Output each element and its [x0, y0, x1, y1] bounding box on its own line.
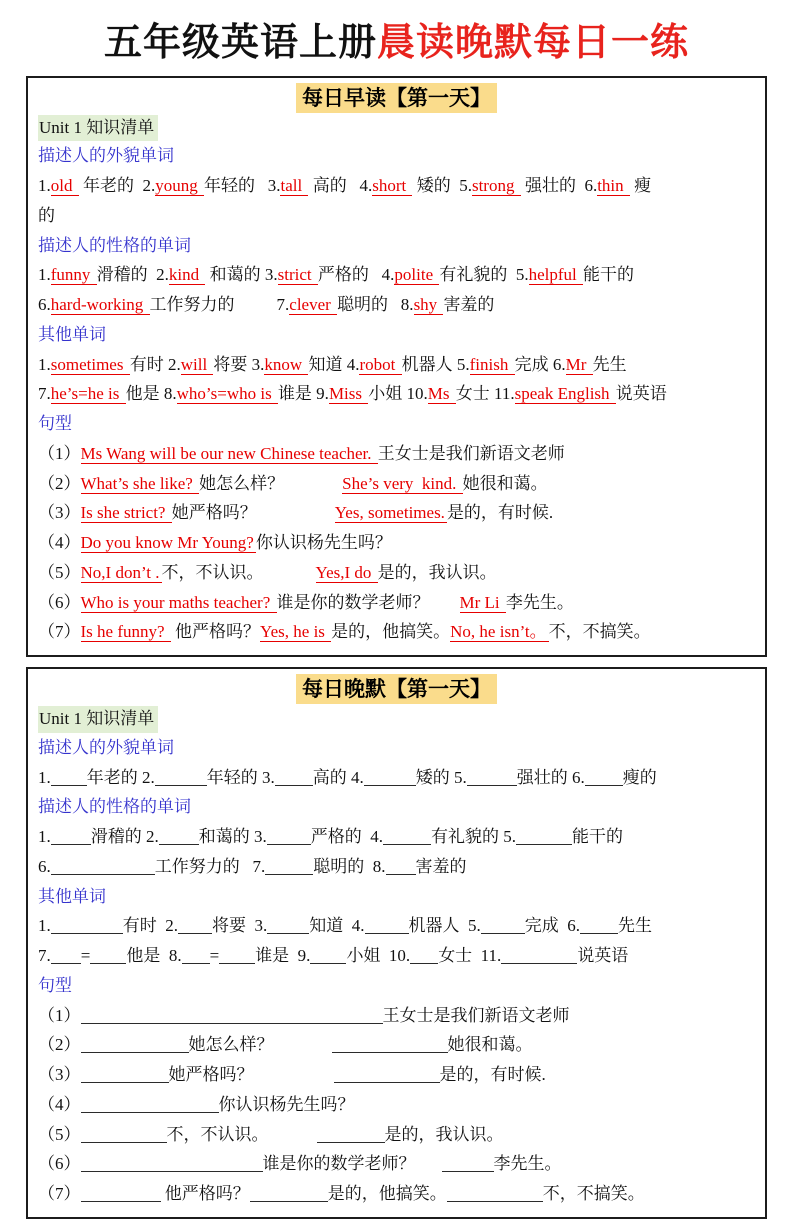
blank-line — [364, 768, 416, 786]
text-run: 滑稽的 2. — [90, 827, 159, 847]
text-run: 谁是你的数学老师？ — [262, 1154, 416, 1174]
answer-text: Ms — [427, 384, 454, 404]
answer-text: he’s=he is — [50, 384, 124, 404]
text-line — [38, 1001, 755, 1031]
blank-line — [219, 946, 255, 964]
text-line — [38, 1060, 755, 1090]
answer-text: thin — [597, 176, 628, 196]
text-run: 7. — [38, 946, 51, 966]
text-run: 谁是 9. — [277, 384, 329, 404]
blank-line — [90, 946, 126, 964]
text-run: 是的，他搞笑。 — [327, 1184, 447, 1204]
text-line — [38, 1149, 755, 1179]
section-heading: 描述人的性格的单词 — [38, 235, 191, 255]
text-run: （7） — [38, 1184, 81, 1204]
text-run: 完成 6. — [524, 916, 580, 936]
blank-line — [501, 946, 577, 964]
answer-text: strict — [277, 265, 316, 285]
text-run: 高的 4. — [312, 767, 364, 787]
text-run: 有时 2. — [122, 916, 178, 936]
section-heading: 句型 — [38, 975, 72, 995]
text-run: （7） — [38, 622, 81, 642]
section-heading: 描述人的性格的单词 — [38, 797, 191, 817]
text-run: 她怎么样？ — [199, 473, 285, 493]
text-run: （1） — [38, 1005, 81, 1025]
unit-label-row — [38, 115, 755, 141]
blank-line — [81, 1065, 169, 1083]
text-line — [38, 1120, 755, 1150]
answer-text: Do you know Mr Young? — [80, 533, 254, 553]
unit-label: Unit 1 知识清单 — [38, 706, 158, 732]
answer-text: What’s she like? — [80, 473, 198, 493]
answer-text: She’s very kind. — [342, 473, 461, 493]
text-run: 他是 8. — [125, 384, 177, 404]
answer-text: Mr Li — [459, 592, 504, 612]
text-line — [38, 822, 755, 852]
text-run: 说英语 — [577, 946, 629, 966]
text-run: 高的 4. — [308, 176, 373, 196]
spacer — [416, 1168, 442, 1169]
answer-text: hard-working — [50, 295, 148, 315]
answer-text: Is he funny? — [80, 622, 169, 642]
text-run: 他严格吗？ — [170, 622, 261, 642]
box-content — [38, 733, 755, 1209]
text-run: 瘦 — [629, 176, 652, 196]
text-run: 严格的 4. — [310, 827, 383, 847]
text-run: 害羞的 — [443, 295, 495, 315]
text-run: 谁是你的数学老师？ — [276, 592, 430, 612]
text-line — [38, 1090, 755, 1120]
answer-text: robot — [359, 354, 400, 374]
text-run: 小姐 10. — [346, 946, 411, 966]
text-run: 她严格吗？ — [171, 503, 257, 523]
text-run: 和蔼的 3. — [205, 265, 278, 285]
answer-text: who’s=who is — [176, 384, 276, 404]
text-run: 是的，我认识。 — [377, 562, 497, 582]
text-run: 完成 6. — [514, 354, 566, 374]
blank-line — [182, 946, 210, 964]
text-run: 严格的 4. — [317, 265, 395, 285]
blank-line — [442, 1154, 494, 1172]
morning-reading-header: 每日早读【第一天】 — [296, 83, 497, 113]
text-run: 李先生。 — [505, 592, 574, 612]
spacer — [235, 309, 277, 310]
text-run: 他严格吗？ — [160, 1184, 250, 1204]
text-line — [38, 498, 755, 528]
text-run: 王女士是我们新语文老师 — [377, 443, 565, 463]
text-run: 强壮的 6. — [516, 767, 585, 787]
spacer — [257, 517, 335, 518]
blank-line — [275, 768, 313, 786]
spacer — [254, 1079, 334, 1080]
text-run: （2） — [38, 1035, 81, 1055]
text-run: 机器人 5. — [401, 354, 470, 374]
blank-line — [81, 1154, 263, 1172]
page-title — [0, 22, 793, 66]
text-run: 年轻的 3. — [203, 176, 281, 196]
answer-text: Miss — [328, 384, 367, 404]
blank-line — [178, 916, 212, 934]
text-run: （2） — [38, 473, 81, 493]
answer-text: No,I don’t . — [80, 562, 160, 582]
text-run: 1. — [38, 767, 51, 787]
spacer — [269, 1139, 317, 1140]
text-line — [38, 588, 755, 618]
answer-text: speak English — [514, 384, 614, 404]
text-line — [38, 617, 755, 647]
text-run: 将要 3. — [212, 916, 268, 936]
text-run: 女士 11. — [455, 384, 515, 404]
text-run: 1. — [38, 916, 51, 936]
blank-line — [332, 1035, 448, 1053]
answer-text: will — [180, 354, 212, 374]
text-run: （6） — [38, 592, 81, 612]
blank-line — [383, 827, 431, 845]
blank-line — [585, 768, 623, 786]
text-run: 聪明的 8. — [313, 856, 386, 876]
page-title-black: 五年级英语上册 — [103, 22, 377, 64]
text-run: 矮的 5. — [412, 176, 472, 196]
answer-text: Yes,I do — [315, 562, 376, 582]
text-run: 李先生。 — [493, 1154, 562, 1174]
evening-dictation-header: 每日晚默【第一天】 — [296, 674, 497, 704]
spacer — [264, 577, 316, 578]
spacer — [284, 488, 342, 489]
text-run: = — [209, 946, 220, 966]
answer-text: polite — [394, 265, 438, 285]
blank-line — [410, 946, 438, 964]
text-run: （5） — [38, 1124, 81, 1144]
text-run: 7. — [276, 295, 290, 315]
answer-text: short — [372, 176, 411, 196]
answer-text: kind — [168, 265, 204, 285]
spacer — [430, 607, 460, 608]
section-heading: 其他单词 — [38, 886, 106, 906]
answer-text: tall — [280, 176, 307, 196]
text-run: 她很和蔼。 — [462, 473, 548, 493]
blank-line — [365, 916, 409, 934]
text-run: 你认识杨先生吗？ — [255, 533, 392, 553]
text-run: 她严格吗？ — [168, 1065, 254, 1085]
blank-line — [81, 1184, 161, 1202]
text-line — [38, 201, 755, 231]
answer-text: know — [264, 354, 307, 374]
text-run: 不，不搞笑。 — [542, 1184, 645, 1204]
blank-line — [467, 768, 517, 786]
section-heading: 描述人的外貌单词 — [38, 146, 174, 166]
text-line — [38, 1179, 755, 1209]
text-run: 是的，有时候. — [446, 503, 554, 523]
text-run: 的 — [38, 205, 55, 225]
text-run: 将要 3. — [213, 354, 265, 374]
text-run: 知道 4. — [308, 354, 360, 374]
blank-line — [51, 916, 123, 934]
answer-text: old — [50, 176, 77, 196]
text-run: 先生 — [618, 916, 652, 936]
blank-line — [310, 946, 346, 964]
text-run: （1） — [38, 443, 81, 463]
text-run: 是的，他搞笑。 — [331, 622, 451, 642]
answer-text: Yes, sometimes. — [334, 503, 445, 523]
text-run: 说英语 — [615, 384, 667, 404]
text-run: 工作努力的 7. — [154, 856, 266, 876]
blank-line — [81, 1006, 383, 1024]
text-run: （6） — [38, 1154, 81, 1174]
text-run: = — [80, 946, 91, 966]
blank-line — [51, 768, 87, 786]
text-run: 7. — [38, 384, 51, 404]
text-run: 强壮的 6. — [520, 176, 598, 196]
answer-text: Is she strict? — [80, 503, 170, 523]
text-run: 知道 4. — [309, 916, 365, 936]
blank-line — [447, 1184, 543, 1202]
answer-text: funny — [50, 265, 95, 285]
unit-label: Unit 1 知识清单 — [38, 115, 158, 141]
section-heading: 描述人的外貌单词 — [38, 737, 174, 757]
answer-text: helpful — [528, 265, 582, 285]
text-run: 她很和蔼。 — [447, 1035, 533, 1055]
text-run: 不，不搞笑。 — [548, 622, 651, 642]
box-header-row — [38, 83, 755, 113]
answer-text: No, he isn’t。 — [450, 622, 547, 642]
text-run: （3） — [38, 1065, 81, 1085]
text-run: 1. — [38, 354, 51, 374]
section-heading: 其他单词 — [38, 324, 106, 344]
text-run: 能干的 — [572, 827, 623, 847]
text-run: （5） — [38, 562, 81, 582]
blank-line — [265, 857, 313, 875]
text-run: 不，不认识。 — [166, 1124, 269, 1144]
text-line — [38, 941, 755, 971]
text-run: 女士 11. — [438, 946, 502, 966]
blank-line — [386, 857, 416, 875]
text-run: （3） — [38, 503, 81, 523]
blank-line — [81, 1125, 167, 1143]
answer-text: Yes, he is — [260, 622, 330, 642]
text-run: 年老的 2. — [78, 176, 156, 196]
blank-line — [267, 916, 309, 934]
text-run: 1. — [38, 827, 51, 847]
text-run: 能干的 — [583, 265, 635, 285]
text-line — [38, 379, 755, 409]
evening-dictation-box — [26, 667, 767, 1219]
text-run: 有礼貌的 5. — [439, 265, 529, 285]
blank-line — [516, 827, 572, 845]
text-line — [38, 1030, 755, 1060]
text-run: 是的，有时候. — [439, 1065, 546, 1085]
text-line — [38, 528, 755, 558]
text-run: 先生 — [592, 354, 627, 374]
text-run: 是的，我认识。 — [384, 1124, 504, 1144]
text-run: （4） — [38, 533, 81, 553]
answer-text: strong — [471, 176, 519, 196]
section-heading: 句型 — [38, 414, 72, 434]
text-run: 小姐 10. — [368, 384, 428, 404]
page-title-red: 晨读晚默每日一练 — [377, 22, 690, 64]
answer-text: Mr — [565, 354, 591, 374]
blank-line — [267, 827, 311, 845]
blank-line — [51, 827, 91, 845]
text-line — [38, 763, 755, 793]
answer-text: sometimes — [50, 354, 128, 374]
answer-text: finish — [469, 354, 513, 374]
answer-text: clever — [289, 295, 336, 315]
blank-line — [481, 916, 525, 934]
blank-line — [580, 916, 618, 934]
text-run: 聪明的 8. — [337, 295, 414, 315]
text-run: 1. — [38, 176, 51, 196]
answer-text: shy — [413, 295, 442, 315]
text-line — [38, 469, 755, 499]
box-content — [38, 141, 755, 647]
blank-line — [81, 1095, 219, 1113]
text-run: 矮的 5. — [415, 767, 467, 787]
text-line — [38, 439, 755, 469]
text-run: 工作努力的 — [149, 295, 235, 315]
blank-line — [334, 1065, 440, 1083]
answer-text: young — [155, 176, 202, 196]
text-run: 和蔼的 3. — [198, 827, 267, 847]
morning-reading-box — [26, 76, 767, 657]
text-run: （4） — [38, 1094, 81, 1114]
text-run: 瘦的 — [622, 767, 657, 787]
text-run: 有礼貌的 5. — [431, 827, 516, 847]
text-line — [38, 290, 755, 320]
text-run: 6. — [38, 856, 51, 876]
text-run: 害羞的 — [415, 856, 467, 876]
text-run: 有时 2. — [129, 354, 181, 374]
blank-line — [317, 1125, 385, 1143]
text-run: 你认识杨先生吗？ — [218, 1094, 355, 1114]
text-run: 6. — [38, 295, 51, 315]
blank-line — [159, 827, 199, 845]
text-run: 1. — [38, 265, 51, 285]
answer-text: Who is your maths teacher? — [80, 592, 275, 612]
text-line — [38, 260, 755, 290]
text-run: 谁是 9. — [255, 946, 311, 966]
unit-label-row — [38, 706, 755, 732]
text-line — [38, 852, 755, 882]
blank-line — [81, 1035, 189, 1053]
text-run: 年轻的 3. — [206, 767, 275, 787]
text-line — [38, 350, 755, 380]
text-run: 他是 8. — [126, 946, 182, 966]
text-run: 滑稽的 2. — [96, 265, 169, 285]
answer-text: Ms Wang will be our new Chinese teacher. — [80, 443, 376, 463]
text-run: 不，不认识。 — [161, 562, 264, 582]
text-line — [38, 911, 755, 941]
text-run: 年老的 2. — [86, 767, 155, 787]
blank-line — [250, 1184, 328, 1202]
text-run: 她怎么样？ — [188, 1035, 274, 1055]
blank-line — [155, 768, 207, 786]
text-run: 王女士是我们新语文老师 — [382, 1005, 570, 1025]
box-header-row — [38, 674, 755, 704]
spacer — [274, 1049, 332, 1050]
blank-line — [51, 857, 155, 875]
text-run: 机器人 5. — [408, 916, 481, 936]
blank-line — [51, 946, 81, 964]
text-line — [38, 171, 755, 201]
text-line — [38, 558, 755, 588]
